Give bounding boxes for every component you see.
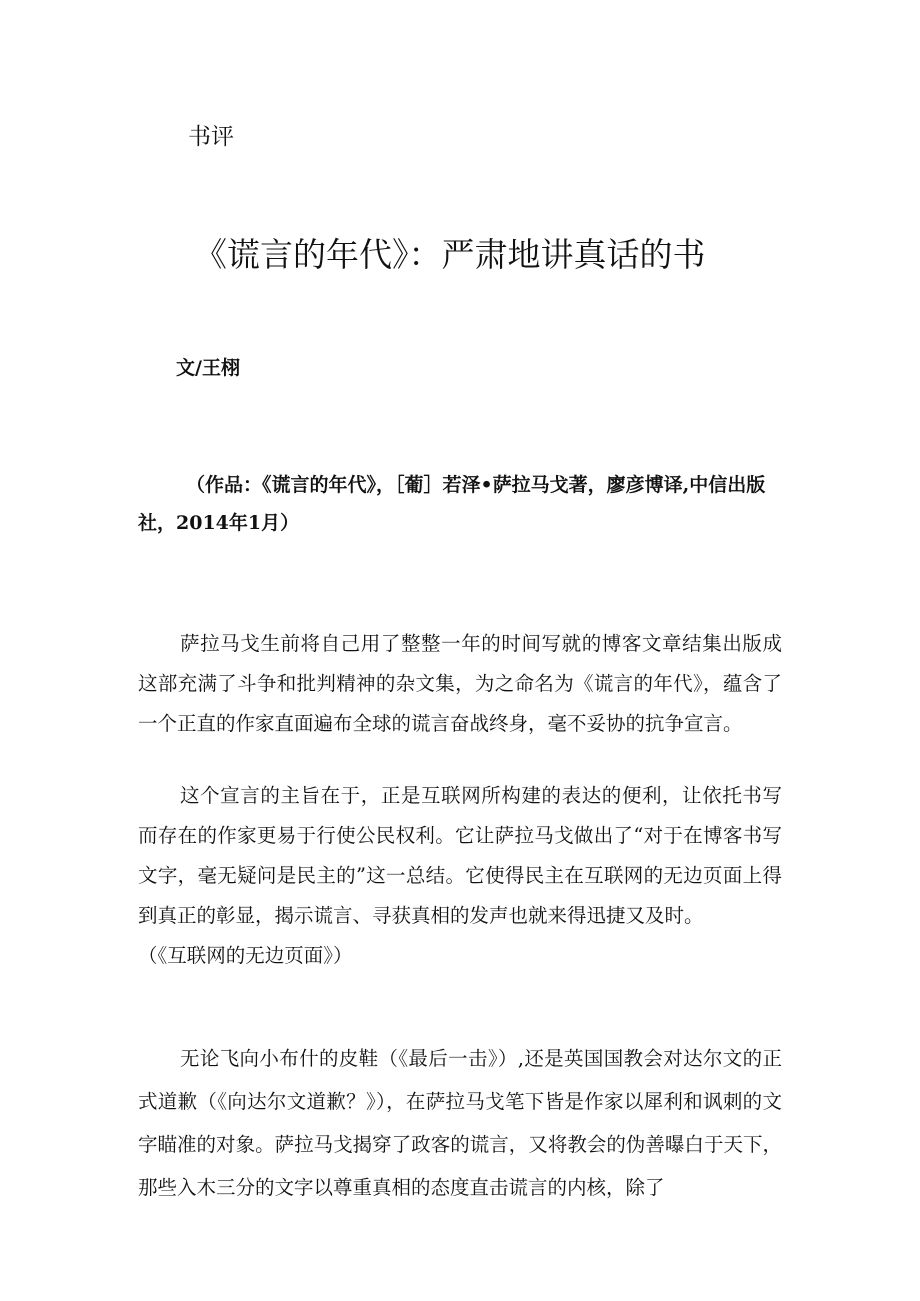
paragraph-3: 无论飞向小布什的皮鞋（《最后一击》）,还是英国国教会对达尔文的正式道歉（《向达尔文道歉？》），在萨拉马戈笔下皆是作家以犀利和讽刺的文字瞄准的对象。萨拉马戈揭穿了政客的谎言，又将教会的伪善曝白于天下，那些入木三分的文字以尊重真相的态度直击谎言的内核，除了 (138, 1047, 782, 1199)
paragraph-2 (138, 776, 782, 976)
section-label: 书评 (188, 124, 234, 150)
author-byline: 文/王栩 (176, 357, 240, 379)
paragraph-1: 萨拉马戈生前将自己用了整整一年的时间写就的博客文章结集出版成这部充满了斗争和批判精神的杂文集，为之命名为《谎言的年代》，蕴含了一个正直的作家直面遍布全球的谎言奋战终身，毫不妥协的抗争宣言。 (138, 632, 782, 735)
article-title: 《谎言的年代》：严肃地讲真话的书 (194, 235, 706, 274)
paragraph-2-note: （《互联网的无边页面》） (138, 944, 353, 967)
paragraph-2-text: 这个宣言的主旨在于，正是互联网所构建的表达的便利，让依托书写而存在的作家更易于行使公民权利。它让萨拉马戈做出了“对于在博客书写文字，毫无疑问是民主的”这一总结。它使得民主在互联网的无边页面上得到真正的彰显，揭示谎言、寻获真相的发声也就来得迅捷又及时。 (138, 784, 782, 927)
work-info: （作品：《谎言的年代》，［葡］若泽•萨拉马戈著，廖彦博译,中信出版社，2014年1月） (138, 474, 766, 534)
